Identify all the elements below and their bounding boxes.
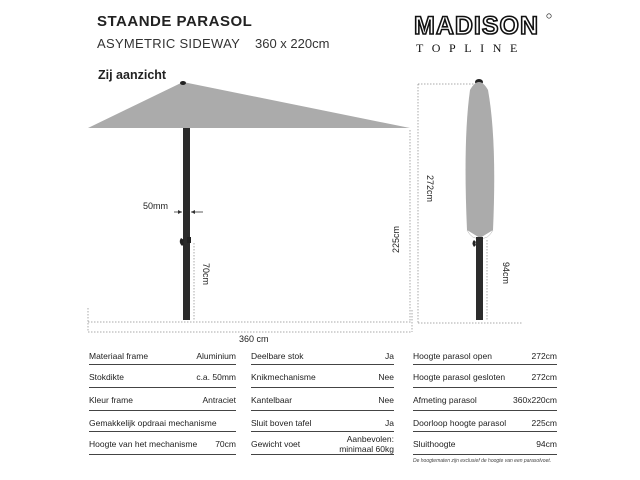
spec-label: Deelbare stok [251, 351, 304, 361]
spec-value: Antraciet [202, 395, 236, 405]
row-divider [89, 364, 236, 365]
row-divider [251, 387, 394, 388]
canopy-side [88, 82, 410, 128]
spec-value: Ja [385, 418, 394, 428]
canopy-closed [466, 82, 495, 238]
spec-value: 94cm [536, 439, 557, 449]
logo-name: MADISON [414, 12, 540, 40]
spec-value: Aluminium [196, 351, 236, 361]
pole-thickness-label: 50mm [143, 201, 169, 211]
spec-label: Stokdikte [89, 372, 124, 382]
row-divider [89, 431, 236, 432]
footnote: De hoogtematen zijn exclusief de hoogte van een parasolvoet. [413, 458, 552, 464]
spec-label: Knikmechanisme [251, 372, 316, 382]
row-divider [251, 364, 394, 365]
row-divider [413, 364, 557, 365]
product-size: 360 x 220cm [255, 36, 330, 51]
row-divider [251, 454, 394, 455]
logo-tagline: TOPLINE [416, 41, 526, 55]
pole-closed [476, 237, 483, 320]
spec-value-line: Aanbevolen: [346, 434, 394, 444]
spec-label: Gewicht voet [251, 439, 301, 449]
spec-label: Sluithoogte [413, 439, 456, 449]
spec-label: Hoogte parasol gesloten [413, 372, 506, 382]
row-divider [413, 454, 557, 455]
row-divider [413, 431, 557, 432]
spec-label: Materiaal frame [89, 351, 149, 361]
spec-value [339, 434, 394, 454]
row-divider [251, 410, 394, 411]
spec-value: Nee [378, 372, 394, 382]
clearance-height-label: 225cm [391, 225, 401, 253]
width-label: 360 cm [239, 334, 269, 344]
spec-label: Hoogte parasol open [413, 351, 492, 361]
spec-value: 360x220cm [513, 395, 557, 405]
spec-value: Ja [385, 351, 394, 361]
row-divider [89, 387, 236, 388]
spec-value-line: minimaal 60kg [339, 444, 394, 454]
spec-value: 225cm [531, 418, 557, 428]
side-view-label: Zij aanzicht [98, 68, 167, 82]
spec-value: c.a. 50mm [196, 372, 236, 382]
spec-value: 272cm [531, 372, 557, 382]
page-subtitle: ASYMETRIC SIDEWAY [97, 36, 241, 51]
row-divider [89, 454, 236, 455]
spec-label: Gemakkelijk opdraai mechanisme [89, 418, 217, 428]
mechanism-height-label: 70cm [201, 263, 211, 286]
spec-value: 272cm [531, 351, 557, 361]
spec-label: Sluit boven tafel [251, 418, 312, 428]
spec-label: Kantelbaar [251, 395, 293, 405]
row-divider [413, 410, 557, 411]
page-title: STAANDE PARASOL [97, 13, 253, 30]
row-divider [89, 410, 236, 411]
closed-mechanism-label: 94cm [501, 262, 511, 285]
spec-label: Afmeting parasol [413, 395, 477, 405]
spec-label: Hoogte van het mechanisme [89, 439, 198, 449]
crank-hub [187, 237, 191, 243]
row-divider [413, 387, 557, 388]
pole-side [183, 128, 190, 320]
total-height-label: 272cm [425, 175, 435, 203]
spec-label: Doorloop hoogte parasol [413, 418, 507, 428]
row-divider [251, 431, 394, 432]
spec-value: Nee [378, 395, 394, 405]
spec-value: 70cm [215, 439, 236, 449]
spec-label: Kleur frame [89, 395, 133, 405]
canopy-finial [180, 81, 186, 85]
